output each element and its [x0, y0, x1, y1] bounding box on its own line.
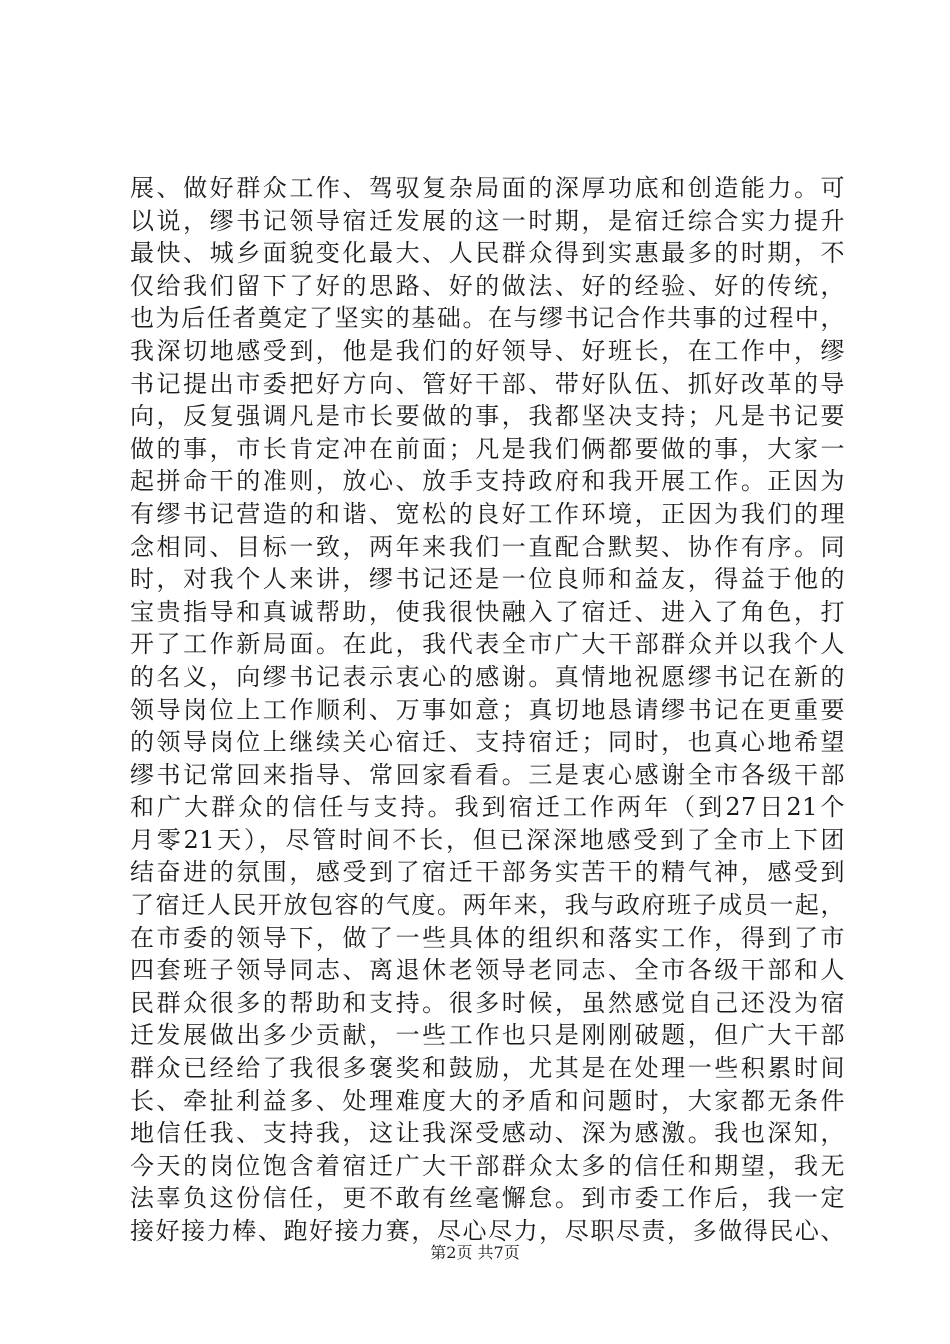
text-line: 民群众很多的帮助和支持。很多时候，虽然感觉自己还没为宿 [130, 988, 845, 1017]
text-line: 领导岗位上工作顺利、万事如意；真切地恳请缪书记在更重要 [130, 695, 845, 724]
text-line: 了宿迁人民开放包容的气度。两年来，我与政府班子成员一起， [130, 891, 845, 920]
text-line: 最快、城乡面貌变化最大、人民群众得到实惠最多的时期，不 [130, 239, 845, 268]
text-line: 地信任我、支持我，这让我深受感动、深为感激。我也深知， [130, 1119, 845, 1148]
text-line: 我深切地感受到，他是我们的好领导、好班长，在工作中，缪 [130, 336, 845, 365]
text-line: 念相同、目标一致，两年来我们一直配合默契、协作有序。同 [130, 532, 845, 561]
text-line: 仅给我们留下了好的思路、好的做法、好的经验、好的传统， [130, 271, 845, 300]
text-line: 展、做好群众工作、驾驭复杂局面的深厚功底和创造能力。可 [130, 174, 845, 202]
text-line: 的名义，向缪书记表示衷心的感谢。真情地祝愿缪书记在新的 [130, 662, 845, 691]
page-footer: 第2页 共7页 [430, 1243, 520, 1262]
text-line: 有缪书记营造的和谐、宽松的良好工作环境，正因为我们的理 [130, 499, 845, 528]
text-line: 的领导岗位上继续关心宿迁、支持宿迁；同时，也真心地希望 [130, 728, 845, 757]
text-line: 长、牵扯利益多、处理难度大的矛盾和问题时，大家都无条件 [130, 1086, 845, 1115]
text-line: 迁发展做出多少贡献，一些工作也只是刚刚破题，但广大干部 [130, 1021, 845, 1050]
text-line: 时，对我个人来讲，缪书记还是一位良师和益友，得益于他的 [130, 565, 845, 594]
text-line: 也为后任者奠定了坚实的基础。在与缪书记合作共事的过程中， [130, 304, 845, 333]
text-line: 四套班子领导同志、离退休老领导老同志、全市各级干部和人 [130, 956, 845, 985]
text-line: 缪书记常回来指导、常回家看看。三是衷心感谢全市各级干部 [130, 760, 845, 789]
text-line: 做的事，市长肯定冲在前面；凡是我们俩都要做的事，大家一 [130, 434, 845, 463]
text-line: 法辜负这份信任，更不敢有丝毫懈怠。到市委工作后，我一定 [130, 1184, 845, 1213]
text-line: 向，反复强调凡是市长要做的事，我都坚决支持；凡是书记要 [130, 402, 845, 431]
text-line: 今天的岗位饱含着宿迁广大干部群众太多的信任和期望，我无 [130, 1151, 845, 1180]
text-line: 起拼命干的准则，放心、放手支持政府和我开展工作。正因为 [130, 467, 845, 496]
text-line: 月零21天），尽管时间不长，但已深深地感受到了全市上下团 [130, 825, 845, 854]
text-line: 接好接力棒、跑好接力赛，尽心尽力，尽职尽责，多做得民心、 [130, 1217, 845, 1245]
text-line: 在市委的领导下，做了一些具体的组织和落实工作，得到了市 [130, 923, 845, 952]
text-line: 结奋进的氛围，感受到了宿迁干部务实苦干的精气神，感受到 [130, 858, 845, 887]
text-line: 开了工作新局面。在此，我代表全市广大干部群众并以我个人 [130, 630, 845, 659]
text-line: 宝贵指导和真诚帮助，使我很快融入了宿迁、进入了角色，打 [130, 597, 845, 626]
text-line: 以说，缪书记领导宿迁发展的这一时期，是宿迁综合实力提升 [130, 206, 845, 235]
text-line: 群众已经给了我很多褒奖和鼓励，尤其是在处理一些积累时间 [130, 1054, 845, 1083]
text-line: 书记提出市委把好方向、管好干部、带好队伍、抓好改革的导 [130, 369, 845, 398]
text-line: 和广大群众的信任与支持。我到宿迁工作两年（到27日21个 [130, 793, 845, 822]
body-text [130, 172, 845, 1248]
